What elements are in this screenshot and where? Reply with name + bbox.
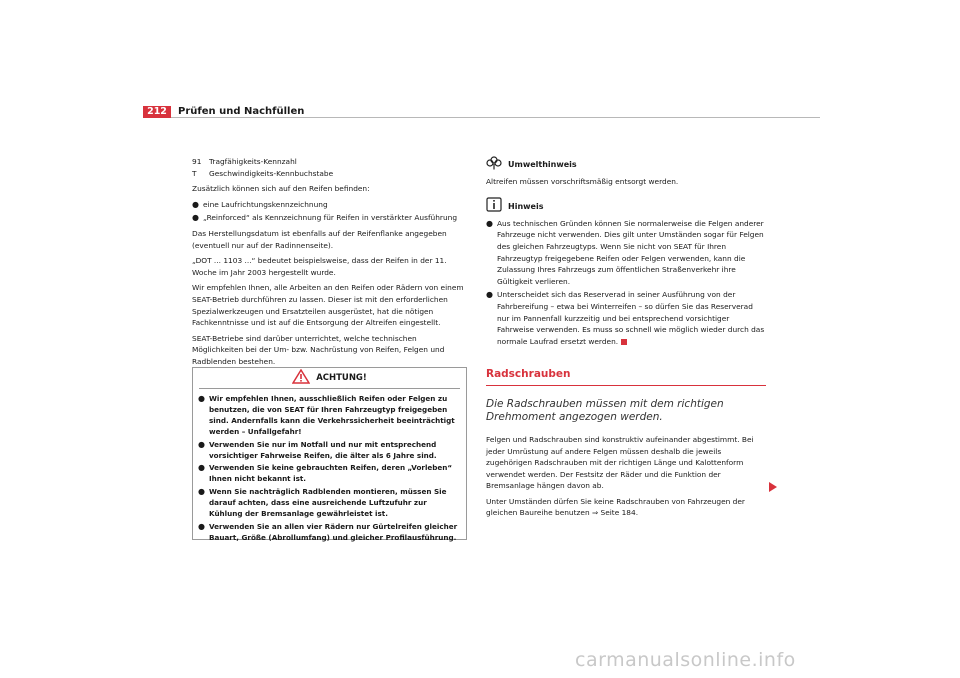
warning-item xyxy=(198,440,461,462)
warning-body xyxy=(193,389,466,544)
intro-paragraph: Zusätzlich können sich auf den Reifen befinden: xyxy=(192,184,370,194)
list-item-text: „Reinforced“ als Kennzeichnung für Reifen in verstärkter Ausführung xyxy=(203,213,458,223)
paragraph: „DOT ... 1103 ...“ bedeutet beispielsweise, dass der Reifen in der 11. Woche im Jahr 2003 hergestellt wurde. xyxy=(192,256,447,277)
right-column xyxy=(486,156,766,523)
warning-item xyxy=(198,463,461,485)
environment-flower-icon xyxy=(486,156,502,174)
legend-key: 91 xyxy=(192,157,202,166)
environment-note-header xyxy=(486,156,766,174)
legend-text: Geschwindigkeits-Kennbuchstabe xyxy=(209,168,334,178)
page-number: 212 xyxy=(143,106,171,118)
warning-item-text: Verwenden Sie nur im Notfall und nur mit entsprechend vorsichtiger Fahrweise Reifen, die älter als 6 Jahre sind. xyxy=(209,439,437,460)
hint-item-text: Aus technischen Gründen können Sie normalerweise die Felgen anderer Fahrzeuge nicht verwenden. Dies gilt unter Umständen sogar für Felgen des gleichen Fahrzeugtyps. Wenn Sie nicht von SEAT für Ihren Fahrzeugtyp freigegebene Reifen oder Felgen verwenden, kann die Zulassung Ihres Fahrzeugs zum öffentlichen Straßenverkehr ihre Gültigkeit verlieren. xyxy=(497,218,764,286)
warning-triangle-icon xyxy=(292,369,310,388)
list-item-text: eine Laufrichtungskennzeichnung xyxy=(203,199,328,209)
info-note-icon xyxy=(486,197,502,216)
hint-header xyxy=(486,197,766,216)
paragraph: Das Herstellungsdatum ist ebenfalls auf der Reifenflanke angegeben (eventuell nur auf der Radinnenseite). xyxy=(192,228,447,250)
legend-item xyxy=(192,168,468,180)
section-heading: Radschrauben xyxy=(486,369,766,386)
hint-item-text-content: Unterscheidet sich das Reserverad in seiner Ausführung von der Fahrbereifung – etwa bei Winterreifen – so dürfen Sie das Reserverad nur im Pannenfall kurzzeitig und bei entsprechend vorsichtiger Fahrweise verwenden. Es muss so schnell wie möglich wieder durch das normale Laufrad ersetzt werden. xyxy=(497,290,765,346)
bullet-icon: ● xyxy=(486,218,493,228)
bullet-icon: ● xyxy=(198,487,205,497)
continue-arrow-icon xyxy=(769,477,777,496)
list-item xyxy=(192,199,468,211)
warning-box xyxy=(192,367,467,540)
paragraph: Wir empfehlen Ihnen, alle Arbeiten an den Reifen oder Rädern von einem SEAT-Betrieb durchführen zu lassen. Dieser ist mit den erforderlichen Spezialwerkzeugen und Ersatzteilen ausgerüstet, hat die nötigen Fachkenntnisse und ist auf die Entsorgung der Altreifen eingestellt. xyxy=(192,283,464,328)
warning-item-text: Wenn Sie nachträglich Radblenden montieren, müssen Sie darauf achten, dass eine ausreichende Luftzufuhr zur Kühlung der Bremsanlage gewährleistet ist. xyxy=(209,487,447,519)
paragraph: SEAT-Betriebe sind darüber unterrichtet, welche technischen Möglichkeiten bei der Um- bzw. Nachrüstung von Reifen, Felgen und Radblenden bestehen. xyxy=(192,333,445,366)
hint-title: Hinweis xyxy=(508,201,544,211)
bullet-icon: ● xyxy=(198,394,205,403)
warning-item xyxy=(198,394,461,438)
environment-note-title: Umwelthinweis xyxy=(508,160,577,169)
warning-header xyxy=(199,368,460,389)
warning-item-text: Wir empfehlen Ihnen, ausschließlich Reifen oder Felgen zu benutzen, die von SEAT für Ihren Fahrzeugtyp freigegeben sind. Andernfalls kann die Verkehrssicherheit beeinträchtigt werden – Unfallgefahr! xyxy=(209,394,455,436)
warning-item-text: Verwenden Sie an allen vier Rädern nur Gürtelreifen gleicher Bauart, Größe (Abrollumfang) und gleicher Profilausführung. xyxy=(209,521,458,542)
section-subtitle: Die Radschrauben müssen mit dem richtigen Drehmoment angezogen werden. xyxy=(486,397,724,424)
warning-title: ACHTUNG! xyxy=(316,373,367,383)
hint-item xyxy=(486,218,766,288)
legend-item xyxy=(192,156,468,168)
hint-item-text xyxy=(497,289,766,347)
bullet-icon: ● xyxy=(192,199,199,209)
bullet-icon: ● xyxy=(486,290,493,300)
end-mark-icon xyxy=(621,339,627,345)
left-column xyxy=(192,156,468,372)
list-item xyxy=(192,212,468,224)
header-rule xyxy=(143,117,820,118)
paragraph: Felgen und Radschrauben sind konstruktiv aufeinander abgestimmt. Bei jeder Umrüstung auf andere Felgen müssen deshalb die jeweils zugehörigen Radschrauben mit der richtigen Länge und Kalottenform verwendet werden. Der Festsitz der Räder und die Funktion der Bremsanlage hängen davon ab. xyxy=(486,434,754,491)
watermark: carmanualsonline.info xyxy=(575,649,796,671)
legend-key: T xyxy=(192,168,197,178)
bullet-icon: ● xyxy=(198,439,205,449)
bullet-icon: ● xyxy=(192,213,199,223)
bullet-icon: ● xyxy=(198,521,205,531)
page-title: Prüfen und Nachfüllen xyxy=(178,106,305,117)
hint-item xyxy=(486,289,766,347)
legend-text: Tragfähigkeits-Kennzahl xyxy=(209,157,297,166)
warning-item xyxy=(198,487,461,520)
warning-item-text: Verwenden Sie keine gebrauchten Reifen, deren „Vorleben“ Ihnen nicht bekannt ist. xyxy=(209,463,453,484)
environment-note-text: Altreifen müssen vorschriftsmäßig entsorgt werden. xyxy=(486,176,679,186)
bullet-icon: ● xyxy=(198,463,205,473)
warning-item xyxy=(198,522,461,544)
paragraph: Unter Umständen dürfen Sie keine Radschrauben von Fahrzeugen der gleichen Baureihe benutzen ⇒ Seite 184. xyxy=(486,496,745,518)
